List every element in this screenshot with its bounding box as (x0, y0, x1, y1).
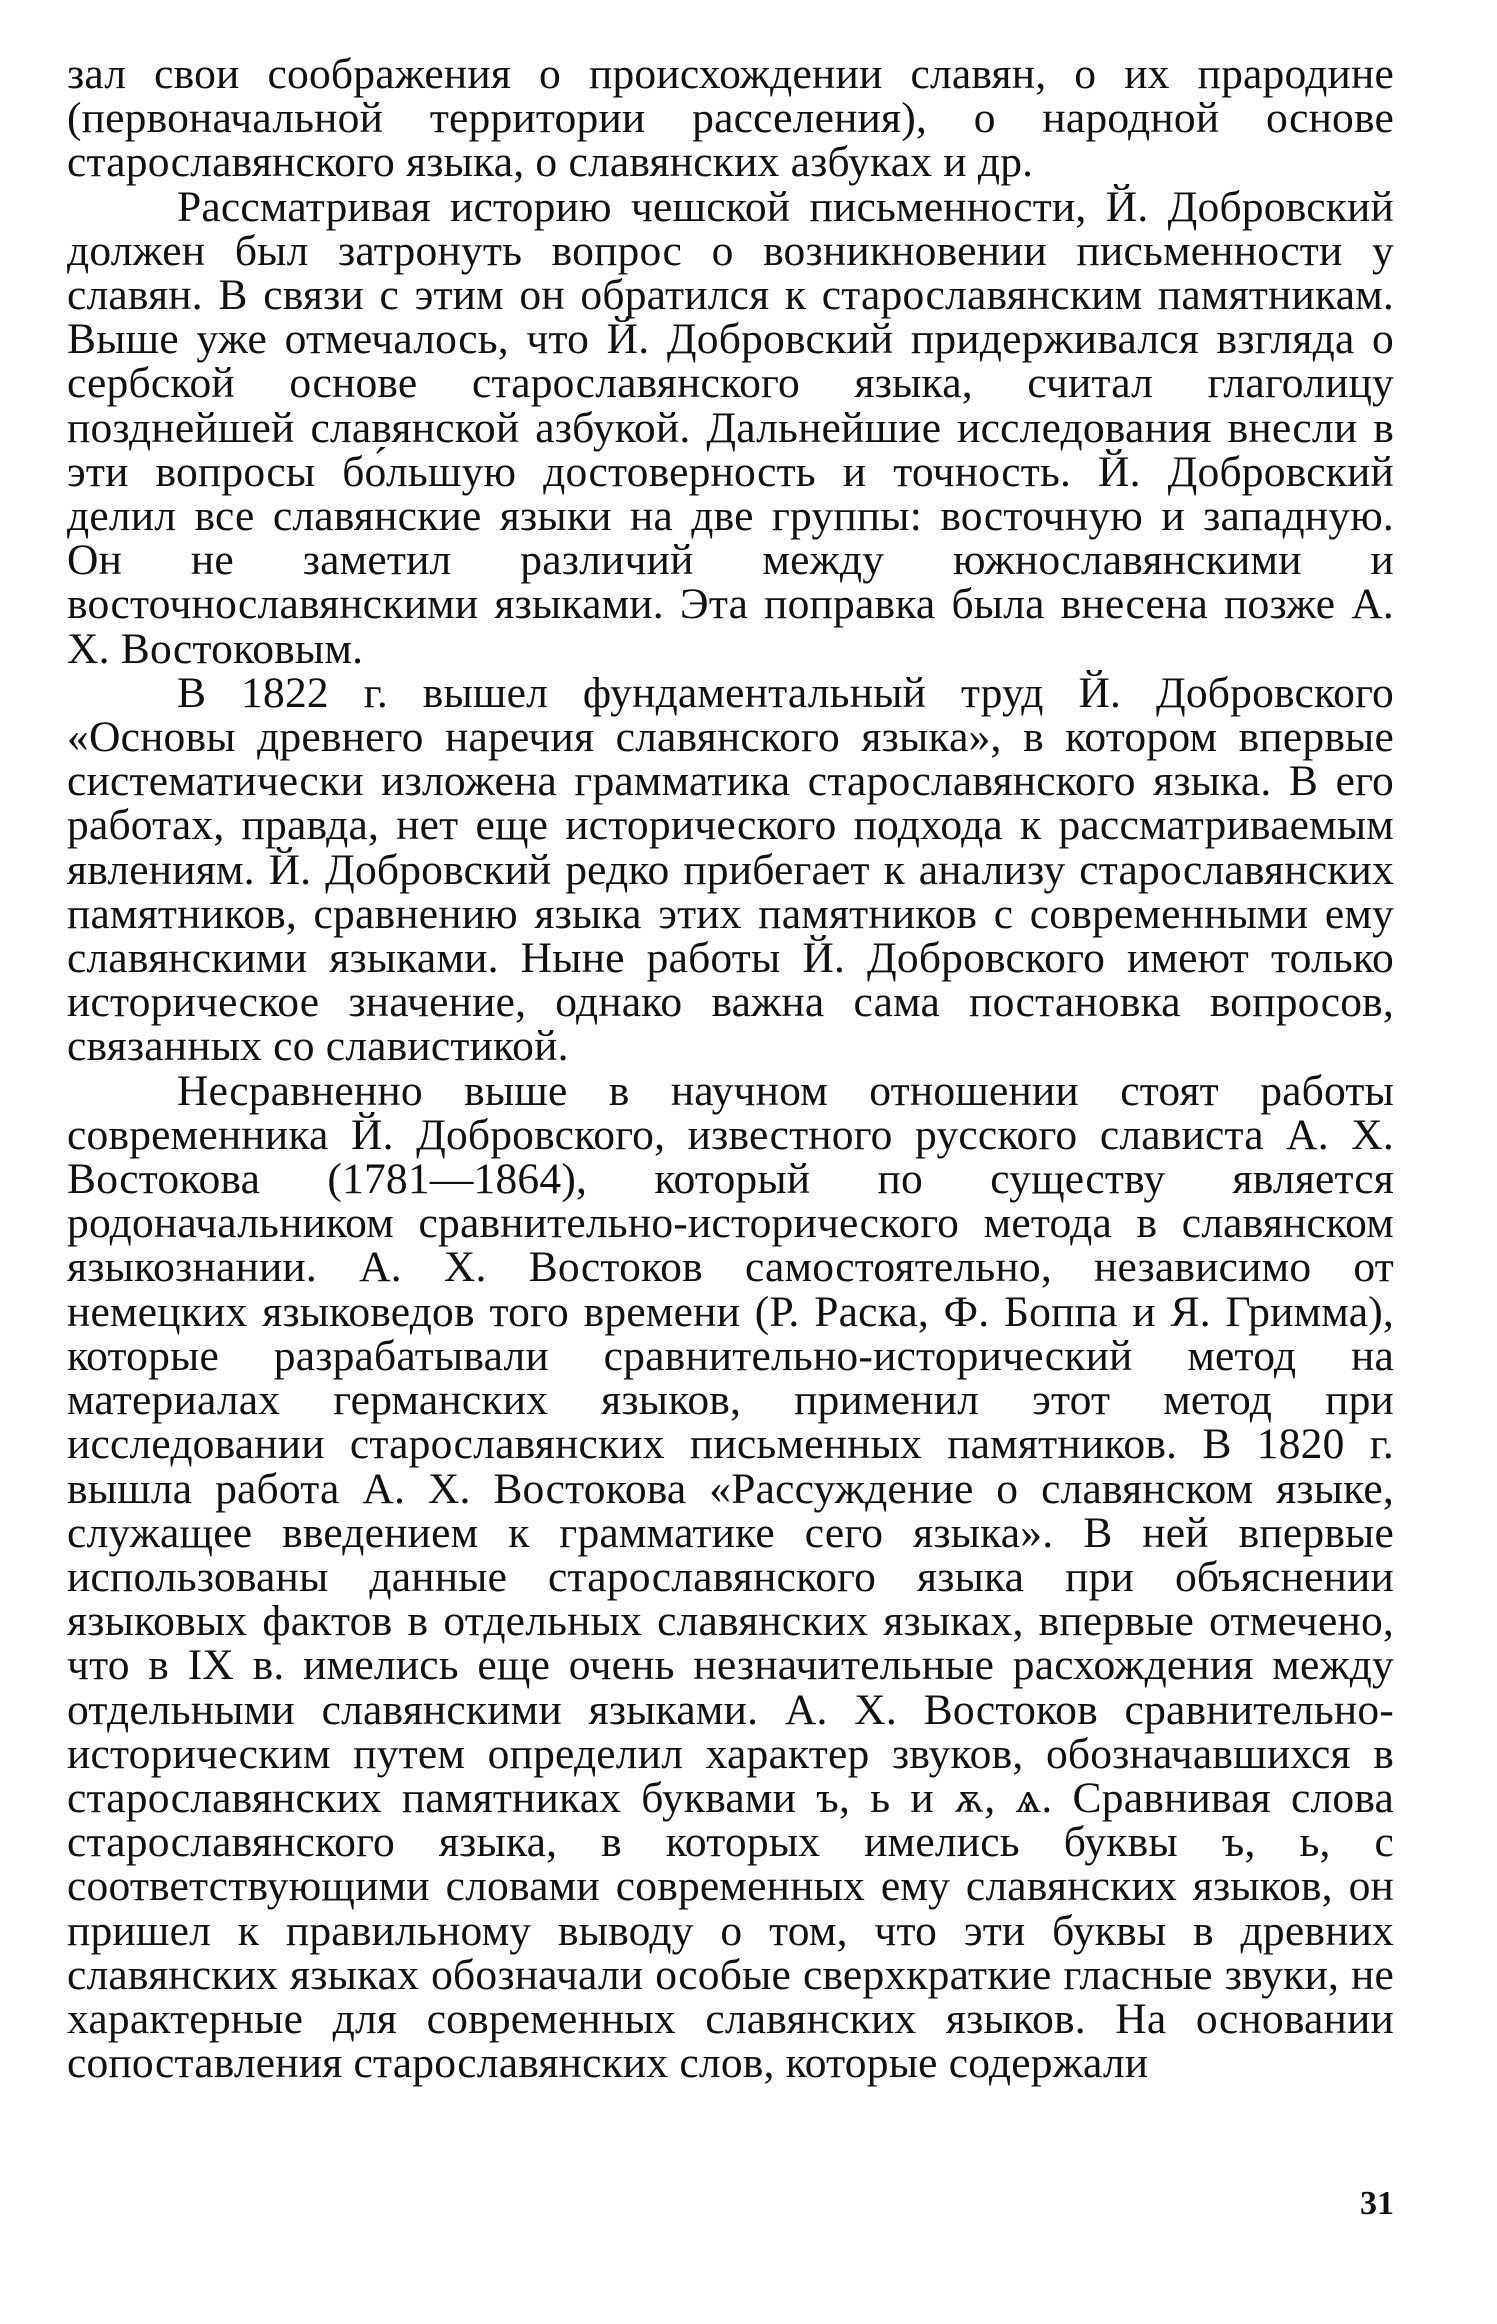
paragraph-vostokov: Несравненно выше в научном отношении стоят работы современника Й. Добровского, известного русского слависта А. Х. Востокова (1781—1864), который по существу является родоначальником сравнительно-исторического метода в славянском языкознании. А. Х. Востоков самостоятельно, независимо от немецких языковедов того времени (Р. Раска, Ф. Боппа и Я. Гримма), которые разрабатывали сравнительно-исторический метод на материалах германских языков, применил этот метод при исследовании старославянских письменных памятников. В 1820 г. вышла работа А. Х. Востокова «Рассуждение о славянском языке, служащее введением к грамматике сего языка». В ней впервые использованы данные старославянского языка при объяснении языковых фактов в отдельных славянских языках, впервые отмечено, что в IX в. имелись еще очень незначительные расхождения между отдельными славянскими языками. А. Х. Востоков сравнительно-историческим путем определил характер звуков, обозначавшихся в старославянских памятниках буквами ъ, ь и ѫ, ѧ. Сравнивая слова старославянского языка, в которых имелись буквы ъ, ь, с соответствующими словами современных ему славянских языков, он пришел к правильному выводу о том, что эти буквы в древних славянских языках обозначали особые сверхкраткие гласные звуки, не характерные для современных славянских языков. На основании сопоставления старославянских слов, которые содержали (67, 1066, 1394, 2088)
page-body (67, 50, 1394, 2088)
paragraph-dobrovsky-grammar: В 1822 г. вышел фундаментальный труд Й. Добровского «Основы древнего наречия славянского языка», в котором впервые систематически изложена грамматика старославянского языка. В его работах, правда, нет еще исторического подхода к рассматриваемым явлениям. Й. Добровский редко прибегает к анализу старославянских памятников, сравнению языка этих памятников с современными ему славянскими языками. Ныне работы Й. Добровского имеют только историческое значение, однако важна сама постановка вопросов, связанных со славистикой. (67, 668, 1394, 1071)
paragraph-dobrovsky-history: Рассматривая историю чешской письменности, Й. Добровский должен был затронуть вопрос о возникновении письменности у славян. В связи с этим он обратился к старославянским памятникам. Выше уже отмечалось, что Й. Добровский придерживался взгляда о сербской основе старославянского языка, считал глаголицу позднейшей славянской азбукой. Дальнейшие исследования внесли в эти вопросы бо́льшую достоверность и точность. Й. Добровский делил все славянские языки на две группы: восточную и западную. Он не заметил различий между южнославянскими и восточнославянскими языками. Эта поправка была внесена позже А. Х. Востоковым. (67, 182, 1394, 673)
paragraph-continuation: зал свои соображения о происхождении славян, о их прародине (первоначальной территории расселения), о народной основе старославянского языка, о славянских азбуках и др. (67, 50, 1394, 187)
page-number: 31 (1360, 2185, 1394, 2222)
